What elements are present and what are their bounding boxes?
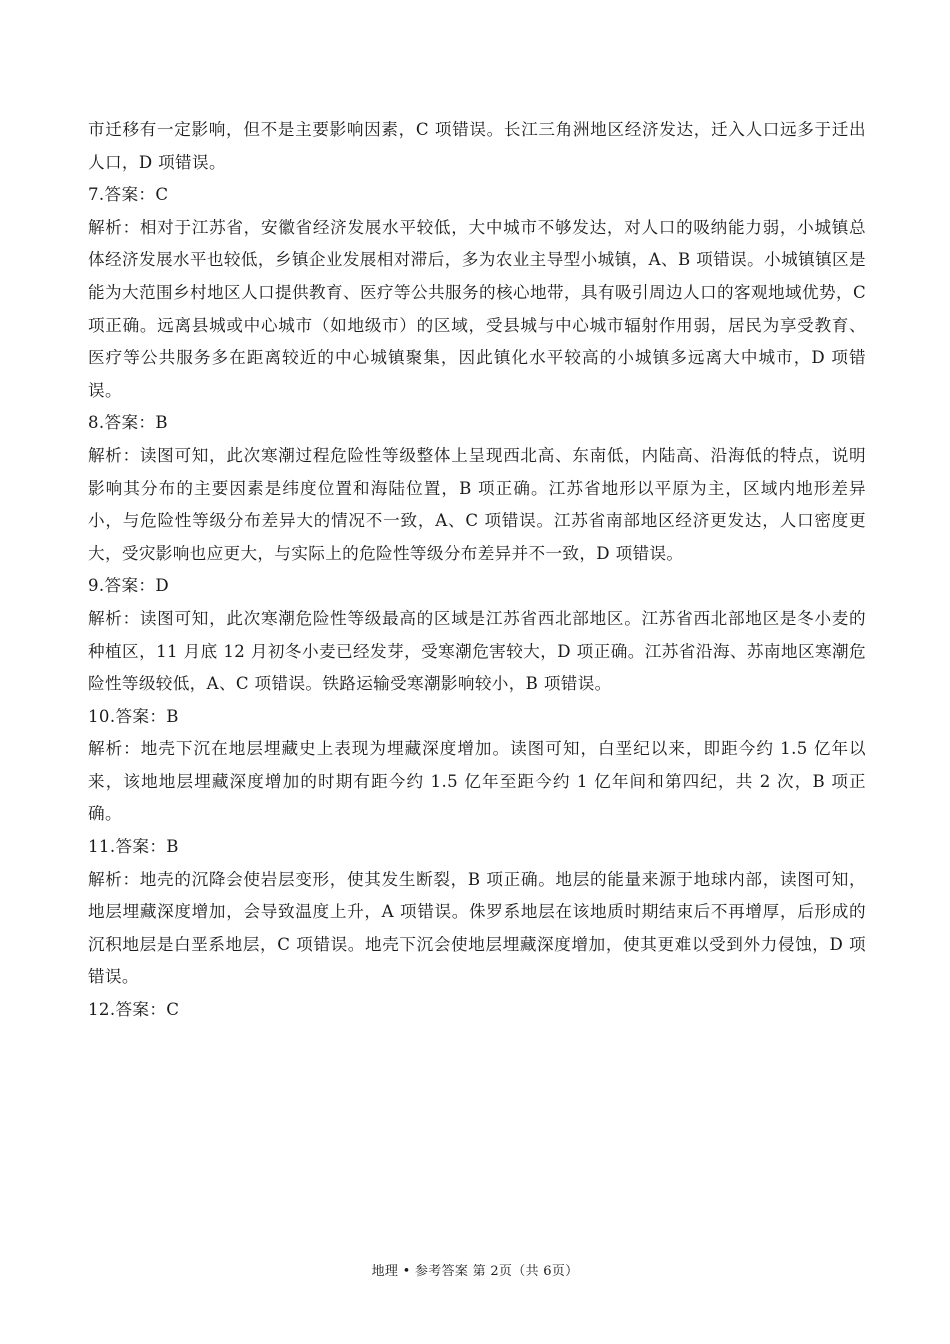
explanation-paragraph-11: 解析：地壳的沉降会使岩层变形，使其发生断裂，B 项正确。地层的能量来源于地球内部，读图可知，地层埋藏深度增加，会导致温度上升，A 项错误。侏罗系地层在该地质时期结束后不再增厚，后形成的沉积地层是白垩系地层，C 项错误。地壳下沉会使地层埋藏深度增加，使其更难以受到外力侵蚀，D 项错误。: [88, 869, 866, 987]
explanation-paragraph-10: 解析：地壳下沉在地层埋藏史上表现为埋藏深度增加。读图可知，白垩纪以来，即距今约 1.5 亿年以来，该地地层埋藏深度增加的时期有距今约 1.5 亿年至距今约 1 亿年间和第四纪，共 2 次，B 项正确。: [88, 739, 866, 824]
explanation-paragraph-8: 解析：读图可知，此次寒潮过程危险性等级整体上呈现西北高、东南低，内陆高、沿海低的特点，说明影响其分布的主要因素是纬度位置和海陆位置，B 项正确。江苏省地形以平原为主，区域内地形差异小，与危险性等级分布差异大的情况不一致，A、C 项错误。江苏省南部地区经济更发达，人口密度更大，受灾影响也应更大，与实际上的危险性等级分布差异并不一致，D 项错误。: [88, 445, 866, 563]
answer-line-8: 8.答案：B: [88, 413, 168, 433]
page-footer: 地理 • 参考答案 第 2页（共 6页）: [371, 1264, 579, 1279]
answer-content: [88, 114, 866, 1027]
answer-line-11: 11.答案：B: [88, 837, 179, 857]
answer-line-7: 7.答案：C: [88, 185, 169, 205]
explanation-paragraph: 市迁移有一定影响，但不是主要影响因素，C 项错误。长江三角洲地区经济发达，迁入人口远多于迁出人口，D 项错误。: [88, 120, 866, 172]
explanation-paragraph-9: 解析：读图可知，此次寒潮危险性等级最高的区域是江苏省西北部地区。江苏省西北部地区是冬小麦的种植区，11 月底 12 月初冬小麦已经发芽，受寒潮危害较大，D 项正确。江苏省沿海、苏南地区寒潮危险性等级较低，A、C 项错误。铁路运输受寒潮影响较小，B 项错误。: [88, 608, 866, 694]
answer-line-10: 10.答案：B: [88, 706, 179, 726]
answer-line-9: 9.答案：D: [88, 576, 170, 596]
explanation-paragraph-7: 解析：相对于江苏省，安徽省经济发展水平较低，大中城市不够发达，对人口的吸纳能力弱，小城镇总体经济发展水平也较低，乡镇企业发展相对滞后，多为农业主导型小城镇，A、B 项错误。小城镇镇区是能为大范围乡村地区人口提供教育、医疗等公共服务的核心地带，具有吸引周边人口的客观地域优势，C 项正确。远离县城或中心城市（如地级市）的区域，受县城与中心城市辐射作用弱，居民为享受教育、医疗等公共服务多在距离较近的中心城镇聚集，因此镇化水平较高的小城镇多远离大中城市，D 项错误。: [88, 217, 866, 400]
answer-line-12: 12.答案：C: [88, 1000, 180, 1020]
